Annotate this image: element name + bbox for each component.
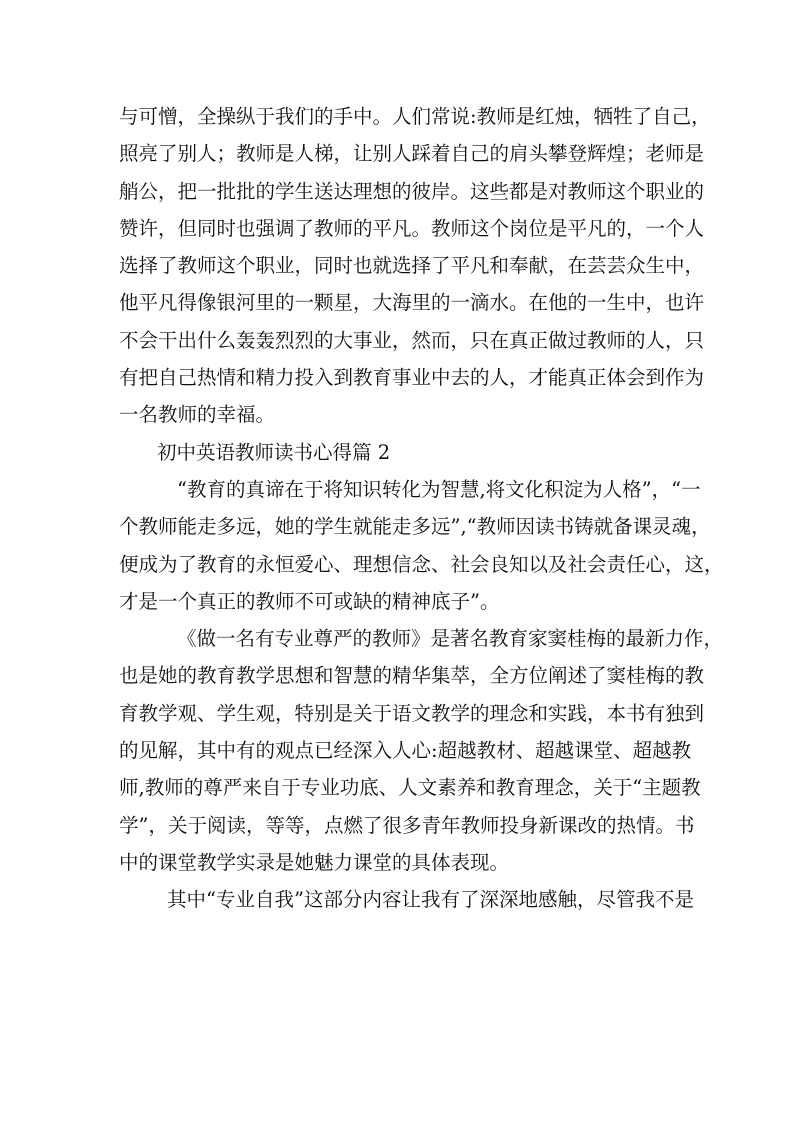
- text-line: 也是她的教育教学思想和智慧的精华集萃，全方位阐述了窦桂梅的教: [119, 664, 705, 688]
- text-line: 师,教师的尊严来自于专业功底、人文素养和教育理念，关于“主题教: [119, 776, 701, 800]
- text-line: 照亮了别人；教师是人梯，让别人踩着自己的肩头攀登辉煌；老师是: [119, 142, 705, 166]
- text-line: 育教学观、学生观，特别是关于语文教学的理念和实践，本书有独到: [119, 701, 705, 725]
- text-line: 与可憎，全操纵于我们的手中。人们常说:教师是红烛，牺牲了自己，: [119, 105, 711, 128]
- text-line: 中的课堂教学实录是她魅力课堂的具体表现。: [119, 850, 510, 874]
- text-line: 一名教师的幸福。: [119, 403, 276, 427]
- document-body: [119, 98, 724, 919]
- text-line: 他平凡得像银河里的一颗星，大海里的一滴水。在他的一生中，也许: [119, 291, 705, 315]
- text-line: 便成为了教育的永恒爱心、理想信念、社会良知以及社会责任心，这，: [119, 552, 724, 576]
- text-line: 其中“专业自我”这部分内容让我有了深深地感触，尽管我不是: [167, 888, 694, 912]
- section-heading: 初中英语教师读书心得篇 2: [157, 440, 391, 464]
- text-line: 《做一名有专业尊严的教师》是著名教育家窦桂梅的最新力作，: [177, 627, 724, 651]
- text-line: 有把自己热情和精力投入到教育事业中去的人，才能真正体会到作为: [119, 366, 705, 390]
- text-line: 才是一个真正的教师不可或缺的精神底子”。: [119, 589, 500, 613]
- text-line: 赞许，但同时也强调了教师的平凡。教师这个岗位是平凡的，一个人: [119, 216, 705, 240]
- text-line: 的见解，其中有的观点已经深入人心:超越教材、超越课堂、超越教: [119, 739, 692, 763]
- text-line: 选择了教师这个职业，同时也就选择了平凡和奉献，在芸芸众生中，: [119, 254, 705, 278]
- text-line: 不会干出什么轰轰烈烈的大事业，然而，只在真正做过教师的人，只: [119, 328, 705, 352]
- text-line: 学”，关于阅读，等等，点燃了很多青年教师投身新课改的热情。书: [119, 813, 695, 837]
- text-line: 个教师能走多远，她的学生就能走多远”,“教师因读书铸就备课灵魂，: [119, 515, 711, 539]
- text-line: “教育的真谛在于将知识转化为智慧,将文化积淀为人格”，“一: [177, 477, 701, 501]
- text-line: 艄公，把一批批的学生送达理想的彼岸。这些都是对教师这个职业的: [119, 179, 705, 203]
